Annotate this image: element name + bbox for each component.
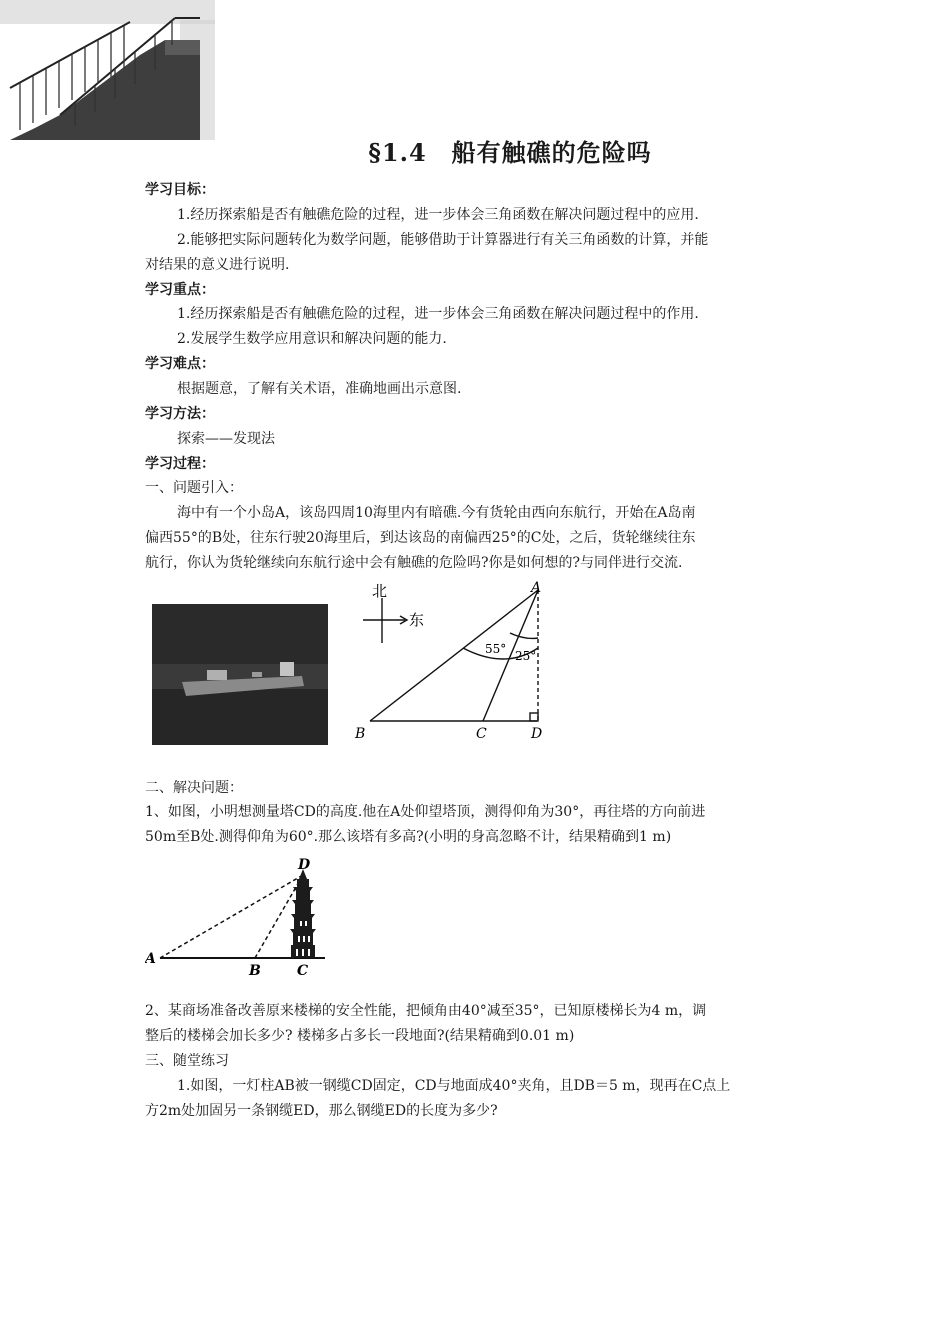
part2-heading: 二、解决问题：: [145, 780, 243, 796]
pagoda-icon: [290, 869, 316, 958]
method-heading: 学习方法：: [145, 406, 215, 422]
tower-point-a-label: A: [145, 951, 156, 967]
question2-line1: 2、某商场准备改善原来楼梯的安全性能，把倾角由40°减至35°，已知原楼梯长为4 m，调: [145, 1003, 707, 1019]
difficulties-heading: 学习难点：: [145, 356, 215, 372]
question1-line1: 1、如图，小明想测量塔CD的高度.他在A处仰望塔顶，测得仰角为30°，再往塔的方向前进: [145, 804, 706, 820]
ship-photo: [152, 604, 328, 745]
point-a-label: A: [531, 580, 542, 596]
difficulties-text: 根据题意，了解有关术语，准确地画出示意图.: [177, 381, 462, 397]
part1-heading: 一、问题引入：: [145, 480, 243, 496]
problem-intro-line1: 海中有一个小岛A，该岛四周10海里内有暗礁.今有货轮由西向东航行，开始在A岛南: [177, 505, 696, 521]
part3-heading: 三、随堂练习: [145, 1053, 229, 1069]
east-label: 东: [409, 611, 425, 629]
tower-point-c-label: C: [297, 963, 309, 979]
question1-line2: 50m至B处.测得仰角为60°.那么该塔有多高?(小明的身高忽略不计，结果精确到1 m): [145, 829, 672, 845]
key-points-heading: 学习重点：: [145, 282, 215, 298]
objectives-heading: 学习目标：: [145, 182, 215, 198]
angle-arc-25: [510, 633, 538, 638]
tower-point-d-label: D: [298, 857, 311, 873]
exercise1-line2: 方2m处加固另一条钢缆ED，那么钢缆ED的长度为多少?: [145, 1103, 498, 1119]
north-label: 北: [372, 582, 388, 600]
segment-ab: [370, 590, 538, 721]
ship-diagram: [345, 578, 560, 750]
right-angle-mark: [530, 713, 538, 721]
process-heading: 学习过程：: [145, 456, 215, 472]
objective-2-line1: 2.能够把实际问题转化为数学问题，能够借助于计算器进行有关三角函数的计算，并能: [177, 232, 709, 248]
question2-line2: 整后的楼梯会加长多少? 楼梯多占多长一段地面?(结果精确到0.01 m): [145, 1028, 575, 1044]
problem-intro-line3: 航行，你认为货轮继续向东航行途中会有触礁的危险吗?你是如何想的?与同伴进行交流.: [145, 555, 683, 571]
point-d-label: D: [531, 726, 543, 742]
key-point-2: 2.发展学生数学应用意识和解决问题的能力.: [177, 331, 447, 347]
objective-1: 1.经历探索船是否有触礁危险的过程，进一步体会三角函数在解决问题过程中的应用.: [177, 207, 699, 223]
line-ad: [160, 875, 303, 958]
angle-25-label: 25°: [515, 649, 537, 663]
key-point-1: 1.经历探索船是否有触礁危险的过程，进一步体会三角函数在解决问题过程中的作用.: [177, 306, 699, 322]
exercise1-line1: 1.如图，一灯柱AB被一钢缆CD固定，CD与地面成40°夹角，且DB＝5 m，现再在C点上: [177, 1078, 731, 1094]
problem-intro-line2: 偏西55°的B处，往东行驶20海里后，到达该岛的南偏西25°的C处，之后，货轮继续往东: [145, 530, 696, 546]
page-title: §1.4 船有触礁的危险吗: [368, 138, 652, 167]
method-text: 探索——发现法: [177, 431, 275, 447]
tower-point-b-label: B: [249, 963, 261, 979]
tower-diagram: [145, 855, 330, 980]
angle-55-label: 55°: [485, 642, 507, 656]
point-b-label: B: [355, 726, 366, 742]
objective-2-line2: 对结果的意义进行说明.: [145, 257, 290, 273]
point-c-label: C: [476, 726, 487, 742]
